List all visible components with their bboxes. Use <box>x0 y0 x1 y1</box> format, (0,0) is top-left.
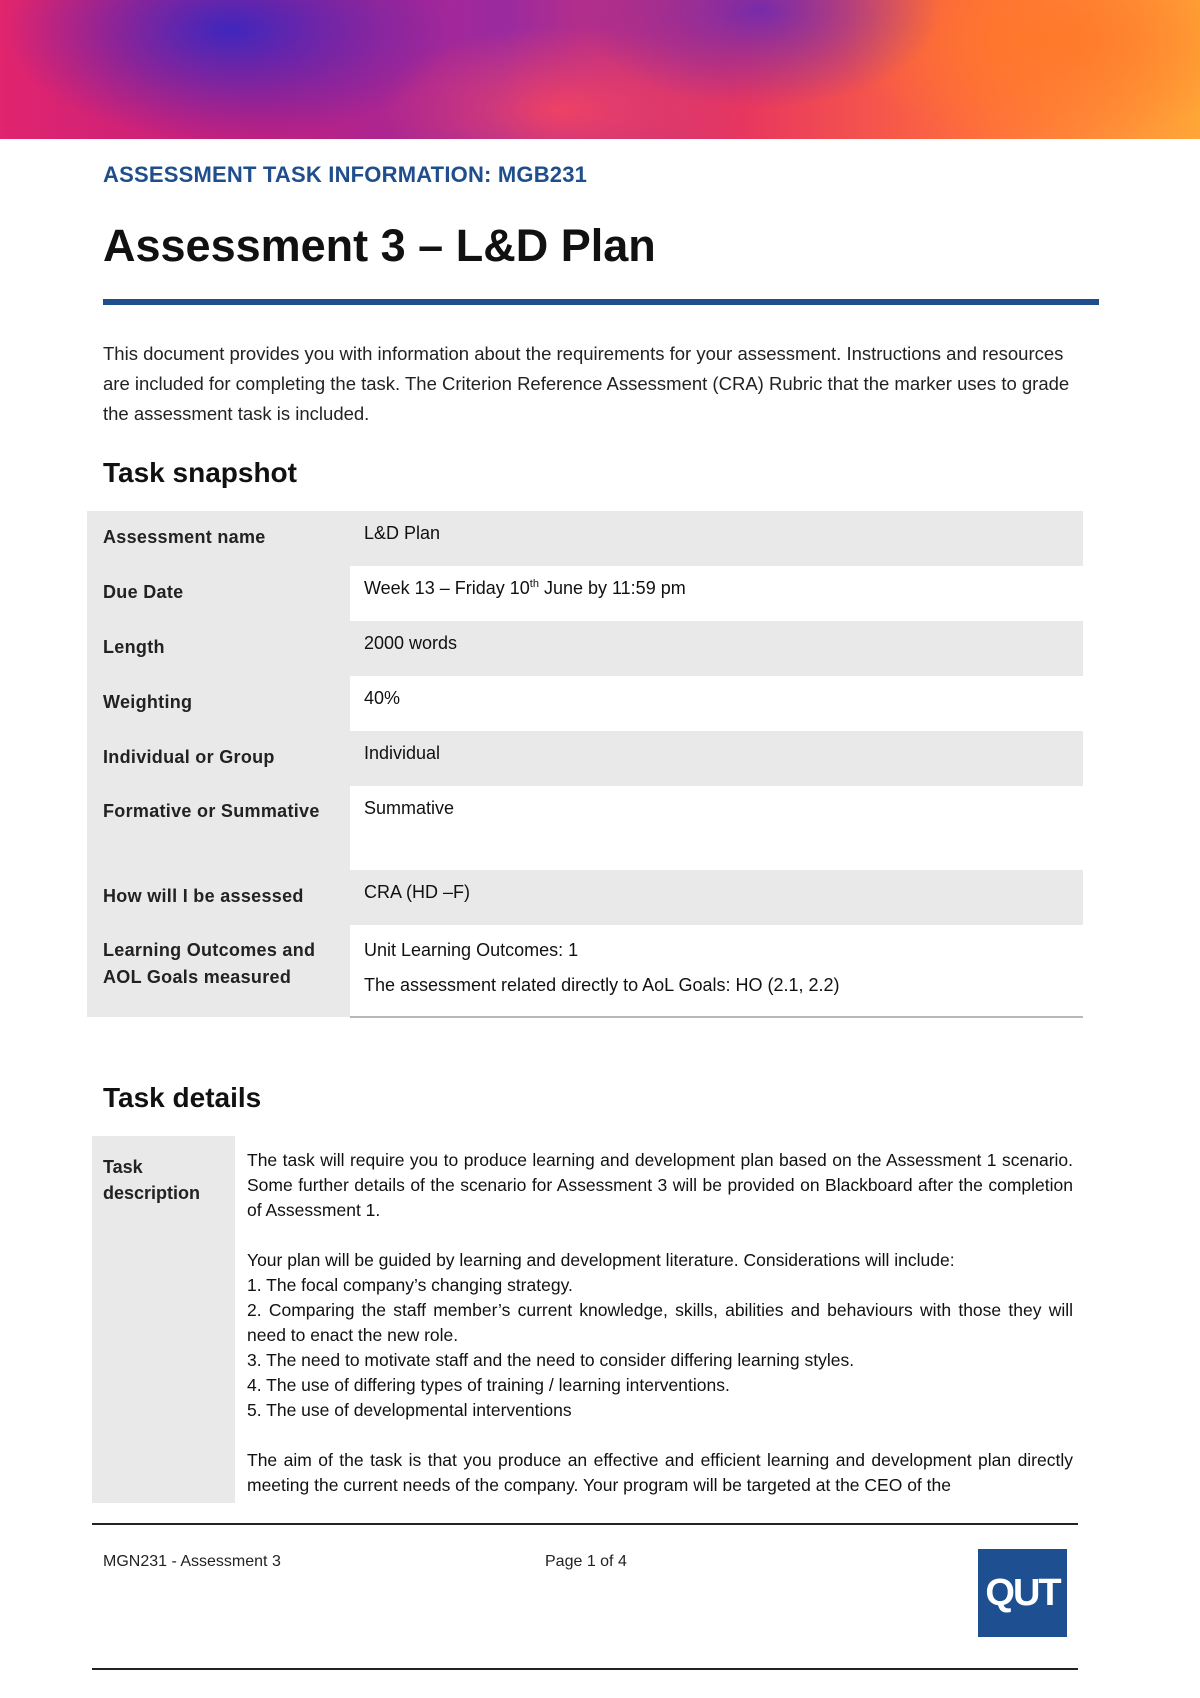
row-label: Learning Outcomes and AOL Goals measured <box>87 925 350 1017</box>
row-value <box>350 925 1083 1017</box>
footer-page-number: Page 1 of 4 <box>545 1553 627 1570</box>
row-label: Weighting <box>87 676 350 731</box>
aol-goals-text: The assessment related directly to AoL Goals: HO (2.1, 2.2) <box>364 975 840 995</box>
due-date-suffix: th <box>529 578 539 590</box>
list-item: 2. Comparing the staff member’s current knowledge, skills, abilities and behaviours with those they will need to enact the new role. <box>247 1300 1073 1345</box>
intro-paragraph: This document provides you with information about the requirements for your assessment. Instructions and resources are included for completing the task. The Criterion Reference Assessment (CRA) Rubric that the marker uses to grade the assessment task is included. <box>103 343 1070 424</box>
row-label: Formative or Summative <box>87 786 350 870</box>
row-value: CRA (HD –F) <box>350 870 1083 925</box>
assessment-kicker: ASSESSMENT TASK INFORMATION: MGB231 <box>103 162 588 187</box>
row-value: 2000 words <box>350 621 1083 676</box>
list-item: 5. The use of developmental interventions <box>247 1400 572 1420</box>
row-value: Individual <box>350 731 1083 786</box>
list-item: 4. The use of differing types of training / learning interventions. <box>247 1375 730 1395</box>
table-row <box>87 511 1083 566</box>
due-date-text: Week 13 – Friday 10 <box>364 578 530 598</box>
row-label: Individual or Group <box>87 731 350 786</box>
row-label: Due Date <box>87 566 350 621</box>
row-value <box>350 566 1083 621</box>
row-value: 40% <box>364 688 401 708</box>
table-row <box>87 870 1083 925</box>
due-date-time: June by 11:59 pm <box>538 578 686 598</box>
row-label: How will I be assessed <box>87 870 350 925</box>
row-label: Length <box>87 621 350 676</box>
list-item: 1. The focal company’s changing strategy. <box>247 1275 573 1295</box>
task-description-label: Task description <box>103 1157 201 1203</box>
details-heading: Task details <box>103 1082 262 1113</box>
table-row <box>87 731 1083 786</box>
table-row <box>87 621 1083 676</box>
description-paragraph-2: Your plan will be guided by learning and development literature. Considerations will include: <box>247 1250 955 1270</box>
list-item: 3. The need to motivate staff and the need to consider differing learning styles. <box>247 1350 855 1370</box>
learning-outcomes-text: Unit Learning Outcomes: 1 <box>364 940 579 960</box>
header-banner <box>0 0 1200 139</box>
row-label: Assessment name <box>87 511 350 566</box>
row-value: Summative <box>364 798 455 818</box>
page-title: Assessment 3 – L&D Plan <box>103 220 656 271</box>
snapshot-table <box>87 511 1083 1018</box>
row-value: L&D Plan <box>350 511 1083 566</box>
table-row <box>87 566 1083 621</box>
table-row <box>87 786 1083 870</box>
footer-top-rule <box>92 1523 1078 1525</box>
snapshot-heading: Task snapshot <box>103 457 297 488</box>
task-description-text <box>247 1148 1073 1498</box>
title-divider <box>103 299 1099 305</box>
qut-logo: QUT <box>978 1549 1067 1637</box>
table-row <box>87 925 1083 1017</box>
footer-bottom-rule <box>92 1668 1078 1670</box>
description-paragraph-3: The aim of the task is that you produce an effective and efficient learning and development plan directly meeting the current needs of the company. Your program will be targeted at the CEO of the <box>247 1450 1073 1495</box>
description-paragraph-1: The task will require you to produce learning and development plan based on the Assessment 1 scenario. Some further details of the scenario for Assessment 3 will be provided on Blackboard after the completion of Assessment 1. <box>247 1150 1073 1220</box>
table-row <box>87 676 1083 731</box>
footer-document-name: MGN231 - Assessment 3 <box>103 1553 281 1570</box>
task-description-label-cell <box>92 1136 235 1503</box>
